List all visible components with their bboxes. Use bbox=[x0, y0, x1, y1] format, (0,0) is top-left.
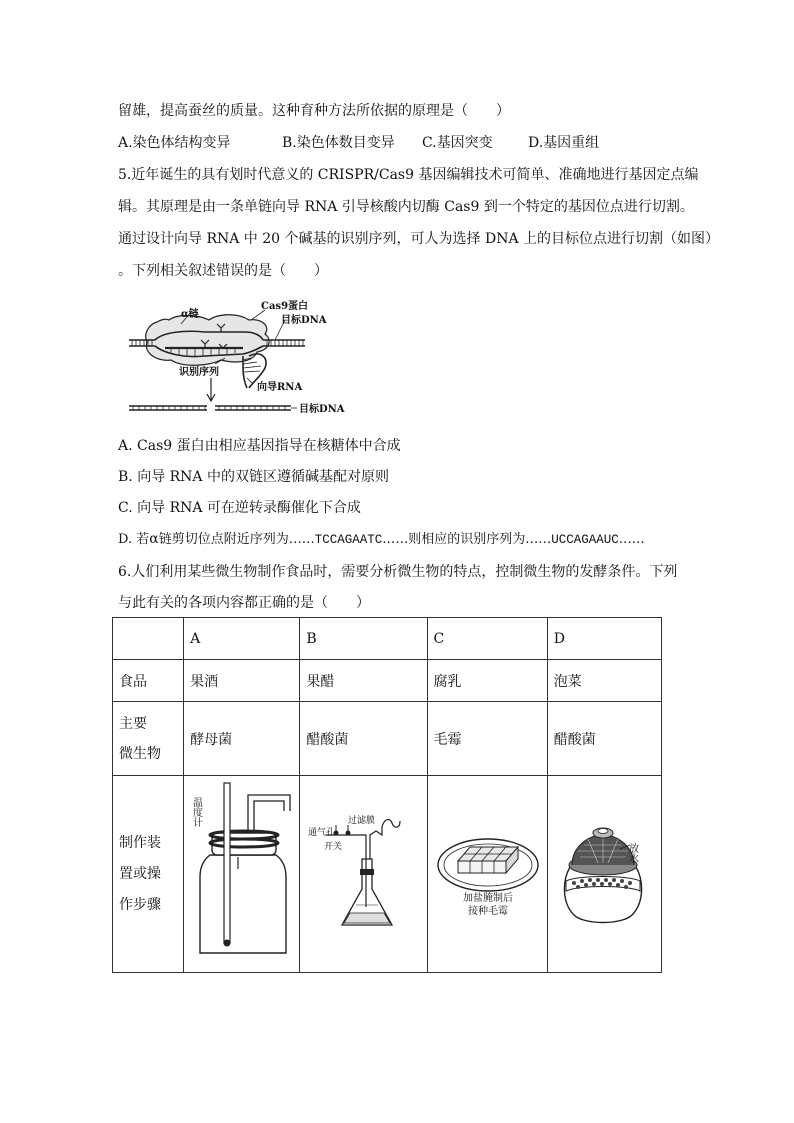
microbe-a: 酵母菌 bbox=[184, 702, 300, 776]
microbe-b: 醋酸菌 bbox=[300, 702, 427, 776]
fig-b-switch-label: 开关 bbox=[324, 842, 343, 852]
fermentation-table bbox=[112, 617, 662, 973]
q5-option-d-end: …… bbox=[618, 532, 645, 547]
crispr-figure bbox=[125, 296, 355, 420]
row-label-microbe-1: 主要 bbox=[119, 715, 147, 732]
table-header-cell-a: A bbox=[184, 618, 300, 660]
vinegar-fermentation-flask bbox=[300, 777, 427, 967]
food-d: 泡菜 bbox=[547, 660, 661, 702]
device-b-cell bbox=[300, 776, 427, 973]
q5-option-d[interactable] bbox=[118, 529, 645, 550]
row-label-device bbox=[113, 776, 184, 973]
q5-stem-line-2: 辑。其原理是由一条单链向导 RNA 引导核酸内切酶 Cas9 到一个特定的基因位点进行切割。 bbox=[118, 199, 694, 215]
q4-options bbox=[118, 133, 599, 153]
food-c: 腐乳 bbox=[427, 660, 547, 702]
q5-option-d-seq2: UCCAGAAUC bbox=[551, 533, 619, 547]
q4-option-c[interactable]: C.基因突变 bbox=[422, 135, 493, 151]
table-row-device bbox=[113, 776, 662, 973]
q5-stem-line-4: 。下列相关叙述错误的是（ ） bbox=[118, 263, 328, 279]
label-target-dna-bottom: 目标DNA bbox=[299, 404, 345, 415]
label-guide-rna: 向导RNA bbox=[257, 382, 303, 393]
label-cas9-protein: Cas9蛋白 bbox=[261, 301, 309, 312]
row-label-microbe bbox=[113, 702, 184, 776]
label-alpha-chain: α链 bbox=[181, 309, 199, 320]
q6-stem-line-2: 与此有关的各项内容都正确的是（ ） bbox=[118, 595, 370, 611]
label-target-dna-top: 目标DNA bbox=[281, 315, 327, 326]
fig-d-water-label: 放水 bbox=[626, 843, 638, 863]
food-a: 果酒 bbox=[184, 660, 300, 702]
device-c-cell bbox=[427, 776, 547, 973]
wine-fermentation-jar bbox=[184, 777, 298, 967]
fig-b-air-label: 通气孔 bbox=[308, 828, 336, 838]
device-d-cell bbox=[547, 776, 661, 973]
q5-option-a[interactable]: A. Cas9 蛋白由相应基因指导在核糖体中合成 bbox=[118, 438, 401, 454]
q4-stem-tail: 留雄，提高蚕丝的质量。这种育种方法所依据的原理是（ ） bbox=[118, 103, 510, 119]
table-header-cell-d: D bbox=[547, 618, 661, 660]
table-header-row bbox=[113, 618, 662, 660]
row-label-device-3: 作步骤 bbox=[119, 896, 161, 913]
q4-option-a[interactable]: A.染色体结构变异 bbox=[118, 135, 231, 151]
q5-option-d-seq1: TCCAGAATC bbox=[314, 533, 383, 547]
q5-option-d-alpha: α bbox=[149, 531, 159, 547]
q5-option-c[interactable]: C. 向导 RNA 可在逆转录酶催化下合成 bbox=[118, 500, 361, 516]
table-header-cell-c: C bbox=[427, 618, 547, 660]
label-recognition-seq: 识别序列 bbox=[179, 367, 219, 378]
q5-stem-line-1: 5.近年诞生的具有划时代意义的 CRISPR/Cas9 基因编辑技术可简单、准确地进行基因定点编 bbox=[118, 167, 699, 183]
q6-stem-line-1: 6.人们利用某些微生物制作食品时，需要分析微生物的特点，控制微生物的发酵条件。下列 bbox=[118, 564, 678, 580]
row-label-microbe-2: 微生物 bbox=[119, 745, 161, 762]
pickle-jar bbox=[548, 777, 662, 967]
table-header-cell-b: B bbox=[300, 618, 427, 660]
q5-option-d-mid: 链剪切位点附近序列为…… bbox=[158, 532, 315, 547]
device-a-cell bbox=[184, 776, 300, 973]
row-label-device-2: 置或操 bbox=[119, 865, 161, 882]
table-row-food bbox=[113, 660, 662, 702]
q5-option-b[interactable]: B. 向导 RNA 中的双链区遵循碱基配对原则 bbox=[118, 469, 389, 485]
q4-option-d[interactable]: D.基因重组 bbox=[528, 135, 600, 151]
microbe-d: 醋酸菌 bbox=[547, 702, 661, 776]
q4-option-b[interactable]: B.染色体数目变异 bbox=[282, 135, 395, 151]
q5-option-d-mid2: ……则相应的识别序列为…… bbox=[382, 532, 552, 547]
food-b: 果醋 bbox=[300, 660, 427, 702]
fig-b-filter-label: 过滤膜 bbox=[348, 816, 376, 826]
q5-option-d-prefix: D. 若 bbox=[118, 532, 150, 547]
fig-a-thermo-label: 温度计 bbox=[190, 797, 202, 827]
row-label-food: 食品 bbox=[113, 660, 184, 702]
fig-c-caption-1: 加盐腌制后 bbox=[462, 893, 513, 904]
table-row-microbe bbox=[113, 702, 662, 776]
microbe-c: 毛霉 bbox=[427, 702, 547, 776]
sufu-salting-plate bbox=[428, 777, 548, 967]
fig-c-caption-2: 接种毛霉 bbox=[467, 906, 508, 917]
q5-stem-line-3: 通过设计向导 RNA 中 20 个碱基的识别序列，可人为选择 DNA 上的目标位点进行切割（如图） bbox=[118, 231, 719, 247]
row-label-device-1: 制作装 bbox=[119, 834, 161, 851]
table-header-cell bbox=[113, 618, 184, 660]
